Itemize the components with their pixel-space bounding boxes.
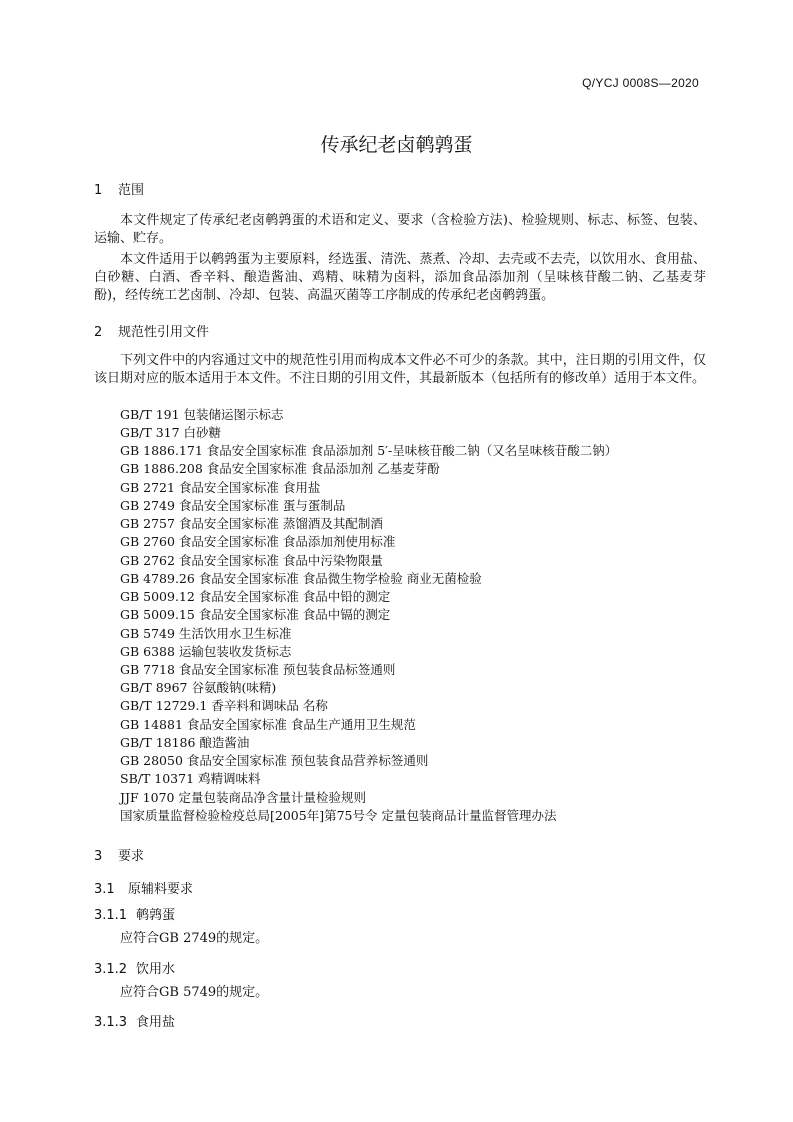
reference-item: JJF 1070 定量包装商品净含量计量检验规则: [120, 790, 366, 805]
section-1-heading: [94, 179, 144, 198]
reference-item: GB 5749 生活饮用水卫生标准: [120, 626, 292, 641]
scope-paragraph-2: 本文件适用于以鹌鹑蛋为主要原料，经选蛋、清洗、蒸煮、冷却、去壳或不去壳，以饮用水、食用盐、白砂糖、白酒、香辛料、酿造酱油、鸡精、味精为卤料，添加食品添加剂（呈味核苷酸二钠、乙基麦芽酚)，经传统工艺卤制、冷却、包装、高温灭菌等工序制成的传承纪老卤鹌鹑蛋。: [94, 252, 706, 303]
reference-item: GB/T 12729.1 香辛料和调味品 名称: [120, 698, 328, 713]
requirement-text: 应符合GB 2749的规定。: [120, 931, 269, 946]
reference-item: GB 7718 食品安全国家标准 预包装食品标签通则: [120, 662, 396, 677]
section-3-1-1-heading: [94, 904, 175, 923]
reference-item: GB 2757 食品安全国家标准 蒸馏酒及其配制酒: [120, 516, 383, 531]
reference-item: GB/T 18186 酿造酱油: [120, 735, 250, 750]
standard-number: Q/YCJ 0008S—2020: [582, 76, 699, 90]
reference-item: GB 5009.12 食品安全国家标准 食品中铅的测定: [120, 589, 391, 604]
section-title: 食用盐: [136, 1015, 176, 1030]
normative-intro: 下列文件中的内容通过文中的规范性引用而构成本文件必不可少的条款。其中，注日期的引用文件，仅该日期对应的版本适用于本文件。不注日期的引用文件，其最新版本（包括所有的修改单）适用于本文件。: [94, 353, 706, 386]
reference-item: GB/T 191 包装储运图示标志: [120, 407, 284, 422]
section-title: 规范性引用文件: [118, 325, 210, 340]
section-title: 范围: [118, 183, 145, 198]
section-number: 3: [94, 849, 103, 864]
reference-item: GB/T 317 白砂糖: [120, 425, 222, 440]
section-number: 1: [94, 183, 103, 198]
reference-item: GB 2749 食品安全国家标准 蛋与蛋制品: [120, 498, 346, 513]
section-title: 鹌鹑蛋: [136, 908, 176, 923]
reference-item: 国家质量监督检验检疫总局[2005年]第75号令 定量包装商品计量监督管理办法: [120, 808, 557, 823]
reference-item: GB 14881 食品安全国家标准 食品生产通用卫生规范: [120, 717, 416, 732]
reference-item: GB 2721 食品安全国家标准 食用盐: [120, 480, 321, 495]
section-number: 3.1.2: [94, 962, 128, 977]
scope-paragraph-1: 本文件规定了传承纪老卤鹌鹑蛋的术语和定义、要求（含检验方法)、检验规则、标志、标签、包装、运输、贮存。: [94, 213, 706, 246]
reference-item: GB 6388 运输包装收发货标志: [120, 644, 292, 659]
reference-item: GB 1886.208 食品安全国家标准 食品添加剂 乙基麦芽酚: [120, 461, 440, 476]
section-3-heading: [94, 845, 144, 864]
requirement-text: 应符合GB 5749的规定。: [120, 985, 269, 1000]
section-3-1-3-heading: [94, 1011, 175, 1030]
section-title: 要求: [118, 849, 145, 864]
reference-item: GB 2760 食品安全国家标准 食品添加剂使用标准: [120, 534, 396, 549]
reference-item: GB 4789.26 食品安全国家标准 食品微生物学检验 商业无菌检验: [120, 571, 482, 586]
section-title: 原辅料要求: [128, 882, 194, 897]
section-number: 2: [94, 325, 103, 340]
reference-item: SB/T 10371 鸡精调味料: [120, 771, 261, 786]
section-3-1-2-heading: [94, 958, 175, 977]
section-number: 3.1: [94, 882, 115, 897]
section-number: 3.1.1: [94, 908, 128, 923]
section-2-heading: [94, 321, 209, 340]
document-title: 传承纪老卤鹌鹑蛋: [320, 134, 473, 156]
reference-item: GB 28050 食品安全国家标准 预包装食品营养标签通则: [120, 753, 429, 768]
reference-item: GB/T 8967 谷氨酸钠(味精): [120, 680, 277, 695]
reference-item: GB 2762 食品安全国家标准 食品中污染物限量: [120, 553, 383, 568]
section-title: 饮用水: [136, 962, 176, 977]
reference-item: GB 1886.171 食品安全国家标准 食品添加剂 5′-呈味核苷酸二钠（又名呈味核苷酸二钠）: [120, 443, 618, 458]
reference-item: GB 5009.15 食品安全国家标准 食品中镉的测定: [120, 607, 391, 622]
section-3-1-heading: [94, 878, 193, 897]
section-number: 3.1.3: [94, 1015, 128, 1030]
